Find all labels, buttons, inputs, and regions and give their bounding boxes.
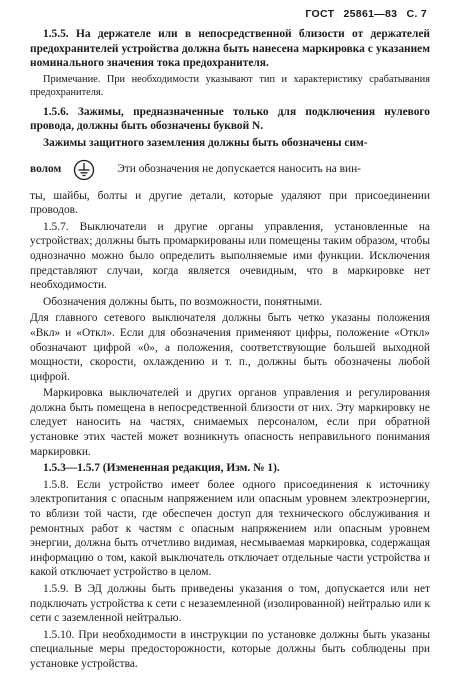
amendment-note: 1.5.3—1.5.7 (Измененная редакция, Изм. № 1). <box>43 462 280 475</box>
page-header <box>299 8 427 20</box>
ground-symbol-line <box>30 159 430 181</box>
clause-1-5-9: 1.5.9. В ЭД должны быть приведены указания о том, допускается или нет подключать устройства к сети с незаземленной (изолированной) нейтралью или к сети с заземленной нейтралью. <box>30 583 430 625</box>
page-number: С. 7 <box>406 8 427 20</box>
standard-label: ГОСТ <box>305 8 335 20</box>
clause-1-5-6-cont: ты, шайбы, болты и другие детали, которые удаляют при присоединении проводов. <box>30 189 430 217</box>
clause-1-5-10: 1.5.10. При необходимости в инструкции по установке должны быть указаны специальные меры предосторожности, которые должны быть соблюдены при установке устройства. <box>30 628 430 670</box>
clause-1-5-7-d: Маркировка выключателей и других органов управления и регулирования должна быть помещена в непосредственной близости от них. Эту маркировку не следует наносить на частях, снимаемых персоналом, если при обратной установке этих частей может возникнуть опасность неправильного понимания маркировки. <box>30 387 430 458</box>
symbol-line-text: Эти обозначения не допускается наносить на вин- <box>117 163 361 176</box>
clause-1-5-6: 1.5.6. Зажимы, предназначенные только для подключения нулевого провода, должны быть обозначены буквой N. <box>30 105 430 133</box>
clause-1-5-6-ground: Зажимы защитного заземления должны быть обозначены сим- <box>43 136 368 149</box>
clause-1-5-5: 1.5.5. На держателе или в непосредственной близости от держателей предохранителей устройства должна быть нанесена маркировка с указанием номинального значения тока предохранителя. <box>30 28 430 70</box>
clause-note: Примечание. При необходимости указывают тип и характеристику срабатывания предохранителя. <box>30 73 430 98</box>
clause-1-5-7-b: Обозначения должны быть, по возможности, понятными. <box>43 295 323 308</box>
clause-1-5-8: 1.5.8. Если устройство имеет более одного присоединения к источнику электропитания с опасным напряжением или опасным уровнем электроэнергии, то вблизи той части, где обеспечен доступ для технического обслуживания и ремонтных работ к частям с опасным напряжением или опасным уровнем энергии, должна быть отчетливо видимая, несмываемая маркировка, содержащая информацию о том, какой выключатель отключает отдельные части устройства и какой отключает устройство в целом. <box>30 478 430 579</box>
document-body <box>30 27 430 674</box>
clause-1-5-7: 1.5.7. Выключатели и другие органы управления, установленные на устройствах; должны быть промаркированы или помещены таким образом, чтобы однозначно можно было определить выполняемые ими функции. Исключения представляют случаи, когда является очевидным, что в маркировке нет необходимости. <box>30 220 430 292</box>
symbol-word: волом <box>30 163 62 176</box>
standard-number: 25861—83 <box>343 8 398 20</box>
protective-earth-icon <box>73 159 95 181</box>
clause-1-5-7-c: Для главного сетевого выключателя должны быть четко указаны положения «Вкл» и «Откл». Если для обозначения применяют цифры, положение «Откл» обозначают цифрой «0», а положения, соответствующие большей выходной мощности, скорости, охлаждению и т. п., должны быть обозначены любой цифрой. <box>30 312 430 383</box>
